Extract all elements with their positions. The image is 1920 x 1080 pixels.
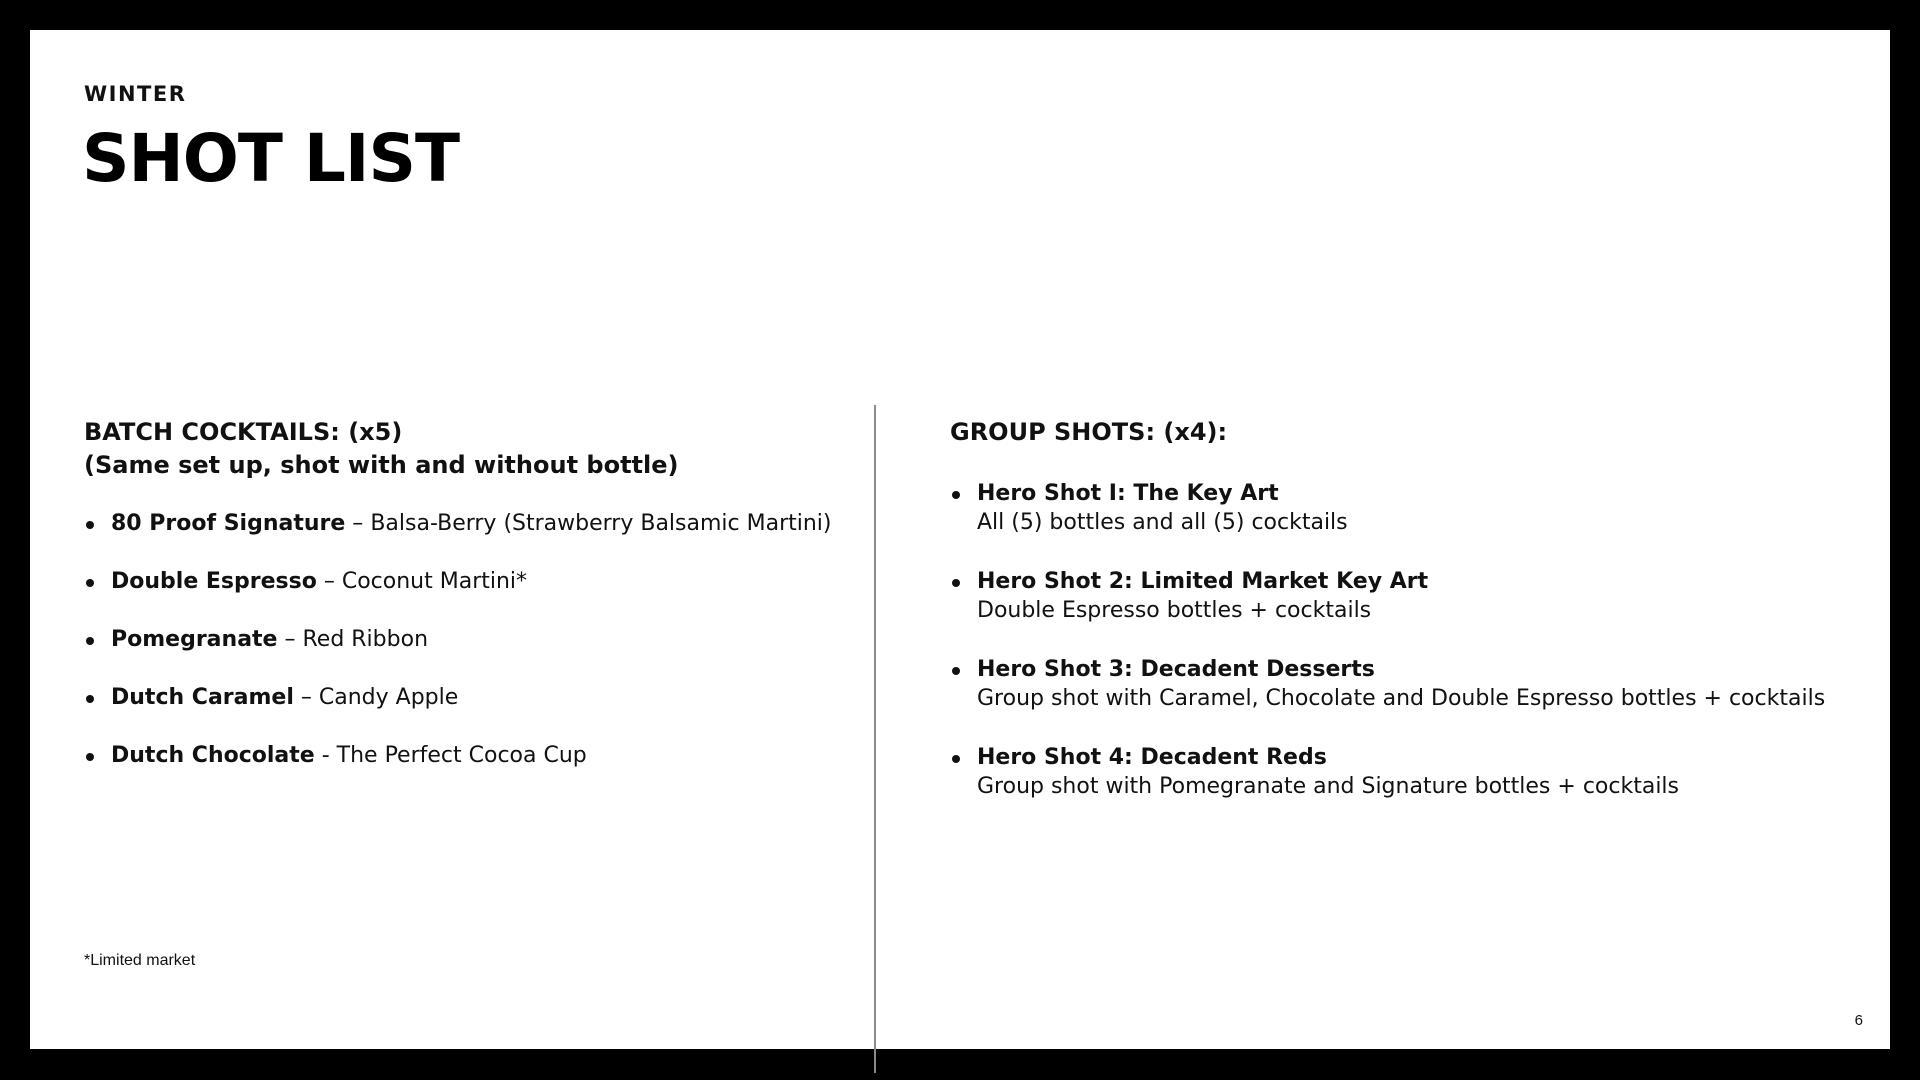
item-separator: - bbox=[314, 743, 337, 768]
shot-title: Hero Shot 2: Limited Market Key Art bbox=[977, 569, 1429, 594]
list-item bbox=[84, 567, 844, 596]
batch-cocktails-heading bbox=[84, 416, 844, 482]
item-separator: – bbox=[345, 511, 371, 536]
shot-description: Group shot with Pomegranate and Signature bottles + cocktails bbox=[977, 774, 1680, 799]
item-product: Dutch Caramel bbox=[111, 685, 294, 710]
item-product: Double Espresso bbox=[111, 569, 317, 594]
shot-title: Hero Shot 3: Decadent Desserts bbox=[977, 657, 1375, 682]
item-cocktail: Red Ribbon bbox=[302, 627, 429, 652]
shot-title: Hero Shot 4: Decadent Reds bbox=[977, 745, 1327, 770]
item-product: Pomegranate bbox=[111, 627, 278, 652]
page-title: SHOT LIST bbox=[82, 120, 460, 197]
slide bbox=[30, 30, 1890, 1049]
batch-cocktails-section bbox=[84, 416, 844, 799]
item-cocktail: Balsa-Berry (Strawberry Balsamic Martini) bbox=[370, 511, 832, 536]
shot-description: All (5) bottles and all (5) cocktails bbox=[977, 510, 1348, 535]
footnote: *Limited market bbox=[84, 952, 196, 969]
item-separator: – bbox=[293, 685, 319, 710]
list-item bbox=[84, 625, 844, 654]
item-cocktail: The Perfect Cocoa Cup bbox=[336, 743, 587, 768]
batch-cocktails-heading-line1: BATCH COCKTAILS: (x5) bbox=[84, 418, 403, 446]
shot-description: Group shot with Caramel, Chocolate and Double Espresso bottles + cocktails bbox=[977, 686, 1826, 711]
batch-cocktails-list bbox=[84, 509, 844, 770]
shot-description: Double Espresso bottles + cocktails bbox=[977, 598, 1372, 623]
list-item bbox=[84, 683, 844, 712]
item-separator: – bbox=[316, 569, 342, 594]
list-item bbox=[950, 655, 1850, 713]
list-item bbox=[950, 479, 1850, 537]
group-shots-heading: GROUP SHOTS: (x4): bbox=[950, 418, 1228, 446]
batch-cocktails-heading-line2: (Same set up, shot with and without bottle) bbox=[84, 451, 679, 479]
column-divider bbox=[874, 405, 876, 1073]
group-shots-section bbox=[950, 416, 1850, 831]
item-product: 80 Proof Signature bbox=[111, 511, 346, 536]
list-item bbox=[950, 743, 1850, 801]
item-product: Dutch Chocolate bbox=[111, 743, 315, 768]
item-separator: – bbox=[277, 627, 303, 652]
list-item bbox=[84, 509, 844, 538]
eyebrow-label: WINTER bbox=[84, 82, 187, 106]
list-item bbox=[84, 741, 844, 770]
item-cocktail: Coconut Martini* bbox=[341, 569, 528, 594]
item-cocktail: Candy Apple bbox=[318, 685, 459, 710]
shot-title: Hero Shot I: The Key Art bbox=[977, 481, 1279, 506]
group-shots-list bbox=[950, 479, 1850, 801]
list-item bbox=[950, 567, 1850, 625]
page-number: 6 bbox=[1854, 1012, 1863, 1029]
